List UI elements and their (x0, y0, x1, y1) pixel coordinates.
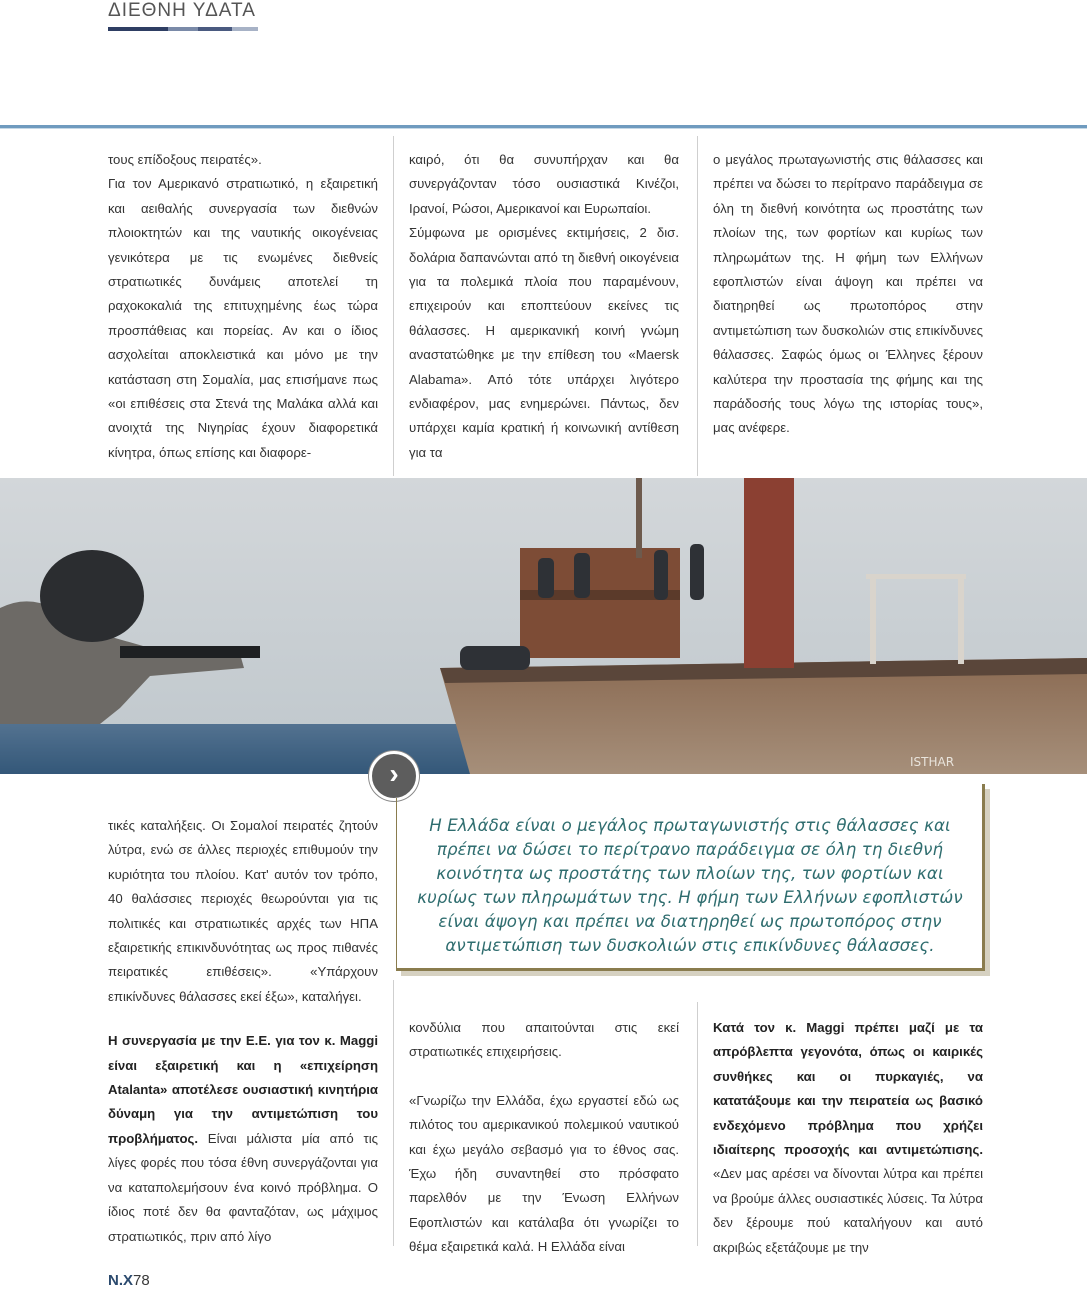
bottom-column-2 (409, 1016, 679, 1260)
title-bar-segment (232, 27, 258, 31)
title-bar-segment (168, 27, 198, 31)
ship-funnel (744, 478, 794, 668)
column-divider (697, 136, 698, 476)
section-title: ΔΙΕΘΝΗ ΥΔΑΤΑ (108, 0, 256, 21)
paragraph: ο μεγάλος πρωταγωνιστής στις θάλασσες και πρέπει να δώσει το περίτρανο παράδειγμα σε όλη τη διεθνή κοινότητα ως προστάτης των πλοίων της, των φορτίων και κυρίως των πληρωμάτων της. Η φήμη των Ελλήνων εφοπλιστών είναι άψογη και πρέπει να διατηρηθεί ως πρωτοπόρος στην αντιμετώπιση των δυσκολιών στις επικίνδυνες θάλασσες. Σαφώς όμως οι Έλληνες ξέρουν καλύτερα την προστασία της φήμης και της παράδοσής τους λόγω της ιστορίας τους», μας ανέφερε. (713, 152, 983, 436)
paragraph: τους επίδοξους πειρατές». (108, 152, 262, 167)
paragraph (713, 1016, 983, 1260)
paragraph: κονδύλια που απαιτούνται στις εκεί στρατιωτικές επιχειρήσεις. (409, 1020, 679, 1060)
paragraph: καιρό, ότι θα συνυπήρχαν και θα συνεργάζονταν τόσο ουσιαστικά Κινέζοι, Ιρανοί, Ρώσοι, Αμερικανοί και Ευρωπαίοι. (409, 152, 679, 216)
paragraph-text: Είναι μάλιστα μία από τις λίγες φορές που τόσα έθνη συνεργάζονται για να καταπολεμήσουν ένα κοινό πρόβλημα. Ο ίδιος ποτέ δεν θα φανταζόταν, ως μάχιμος στρατιωτικός, πριν από λίγο (108, 1130, 378, 1244)
top-column-2 (409, 148, 679, 465)
subheading: Η συνεργασία με την Ε.Ε. για τον κ. Maggi είναι εξαιρετική και η «επιχείρηση Atalanta» αποτέλεσε ουσιαστική κινητήρια δύναμη για την αντιμετώπιση του προβλήματος. (108, 1033, 378, 1146)
paragraph (108, 1029, 378, 1249)
title-color-bar (108, 27, 258, 31)
top-column-3 (713, 148, 983, 441)
top-column-1 (108, 148, 378, 465)
paragraph-text: «Δεν μας αρέσει να δίνονται λύτρα και πρέπει να βρούμε άλλες ουσιαστικές λύσεις. Τα λύτρα δεν ξέρουμε πού καταλήγουν και αυτό ακριβώς εξετάζουμε με την (713, 1166, 983, 1255)
title-bar-segment (198, 27, 232, 31)
bottom-column-1 (108, 814, 378, 1249)
bottom-column-3 (713, 1016, 983, 1260)
column-divider (697, 1002, 698, 1246)
column-divider (393, 136, 394, 476)
column-divider (393, 980, 394, 1246)
ship-post (870, 574, 876, 664)
page-footer (108, 1272, 150, 1289)
pull-quote: Η Ελλάδα είναι ο μεγάλος πρωταγωνιστής στις θάλασσες και πρέπει να δώσει το περίτρανο παράδειγμα σε όλη τη διεθνή κοινότητα ως προστάτης των πλοίων της, των φορτίων και κυρίως των πληρωμάτων της. Η φήμη των Ελλήνων εφοπλιστών είναι άψογη και πρέπει να διατηρηθεί ως πρωτοπόρος στην αντιμετώπιση των δυσκολιών στις επικίνδυνες θάλασσες. (417, 816, 963, 955)
ship-marking: ISTHAR (910, 755, 955, 769)
magazine-logo: Ν.Χ (108, 1272, 134, 1289)
ship-photo-illustration (0, 478, 1087, 774)
ship-crossbar (866, 574, 966, 579)
paragraph: «Γνωρίζω την Ελλάδα, έχω εργαστεί εδώ ως πιλότος του αμερικανικού πολεμικού ναυτικού και έχω μεγάλο σεβασμό για το έθνος σας. Έχω ήδη συναντηθεί στο πρόσφατο παρελθόν με την Ένωση Ελλήνων Εφοπλιστών και κατάλαβα ότι γνωρίζει το θέμα εξαιρετικά καλά. Η Ελλάδα είναι (409, 1092, 679, 1255)
page-number: 78 (133, 1272, 150, 1289)
soldier-helmet (40, 550, 144, 642)
title-bar-segment (108, 27, 168, 31)
subheading: Κατά τον κ. Maggi πρέπει μαζί με τα απρόβλεπτα γεγονότα, όπως οι καιρικές συνθήκες και οι πυρκαγιές, να κατατάξουμε και την πειρατεία ως βασικό ενδεχόμενο πρόβλημα που χρήζει ιδιαίτερης προσοχής και αντιμετώπισης. (713, 1020, 983, 1158)
continue-arrow-icon: › (369, 751, 419, 801)
pull-quote-box (396, 784, 985, 971)
ship-photo (0, 478, 1087, 774)
pull-quote-rule (396, 798, 397, 968)
paragraph: Για τον Αμερικανό στρατιωτικό, η εξαιρετική και αειθαλής συνεργασία των διεθνών πλοιοκτητών και της ναυτικής οικογένειας γενικότερα με τις ενωμένες διεθνείς στρατιωτικές δυνάμεις αποτελεί τη ραχοκοκαλιά της επιτυχημένης έως τώρα προσπάθειας και πορείας. Αν και ο ίδιος ασχολείται αποκλειστικά και μόνο με την κατάσταση στη Σομαλία, μας επισήμανε πως «οι επιθέσεις στα Στενά της Μαλάκα αλλά και ανοιχτά της Νιγηρίας έχουν διαφορετικά κίνητρα, όπως επίσης και διαφορε- (108, 176, 378, 460)
ship-post (958, 574, 964, 664)
top-rule-shadow (0, 128, 1087, 129)
ship-mast (636, 478, 642, 558)
paragraph: τικές καταλήξεις. Οι Σομαλοί πειρατές ζητούν λύτρα, ενώ σε άλλες περιοχές επιθυμούν την κυριότητα του πλοίου. Κατ' αυτόν τον τρόπο, 40 θαλάσσιες περιοχές θεωρούνται για τις πολιτικές και στρατιωτικές αρχές των ΗΠΑ εξαιρετικής επικινδυνότητας ως προς πιθανές πειρατικές επιθέσεις». «Υπάρχουν επικίνδυνες θάλασσες εκεί έξω», καταλήγει. (108, 818, 378, 1004)
rifle (120, 646, 260, 658)
paragraph: Σύμφωνα με ορισμένες εκτιμήσεις, 2 δισ. δολάρια δαπανώνται από τη διεθνή οικογένεια για τα πολεμικά πλοία που παραμένουν, επιχειρούν και εποπτεύουν εκείνες τις θάλασσες. Η αμερικανική κοινή γνώμη αναστατώθηκε με την επίθεση του «Maersk Alabama». Από τότε υπάρχει λιγότερο ενδιαφέρον, μας ενημερώνει. Πάντως, δεν υπάρχει καμία κρατική ή κοινωνική αντίθεση για τα (409, 225, 679, 460)
